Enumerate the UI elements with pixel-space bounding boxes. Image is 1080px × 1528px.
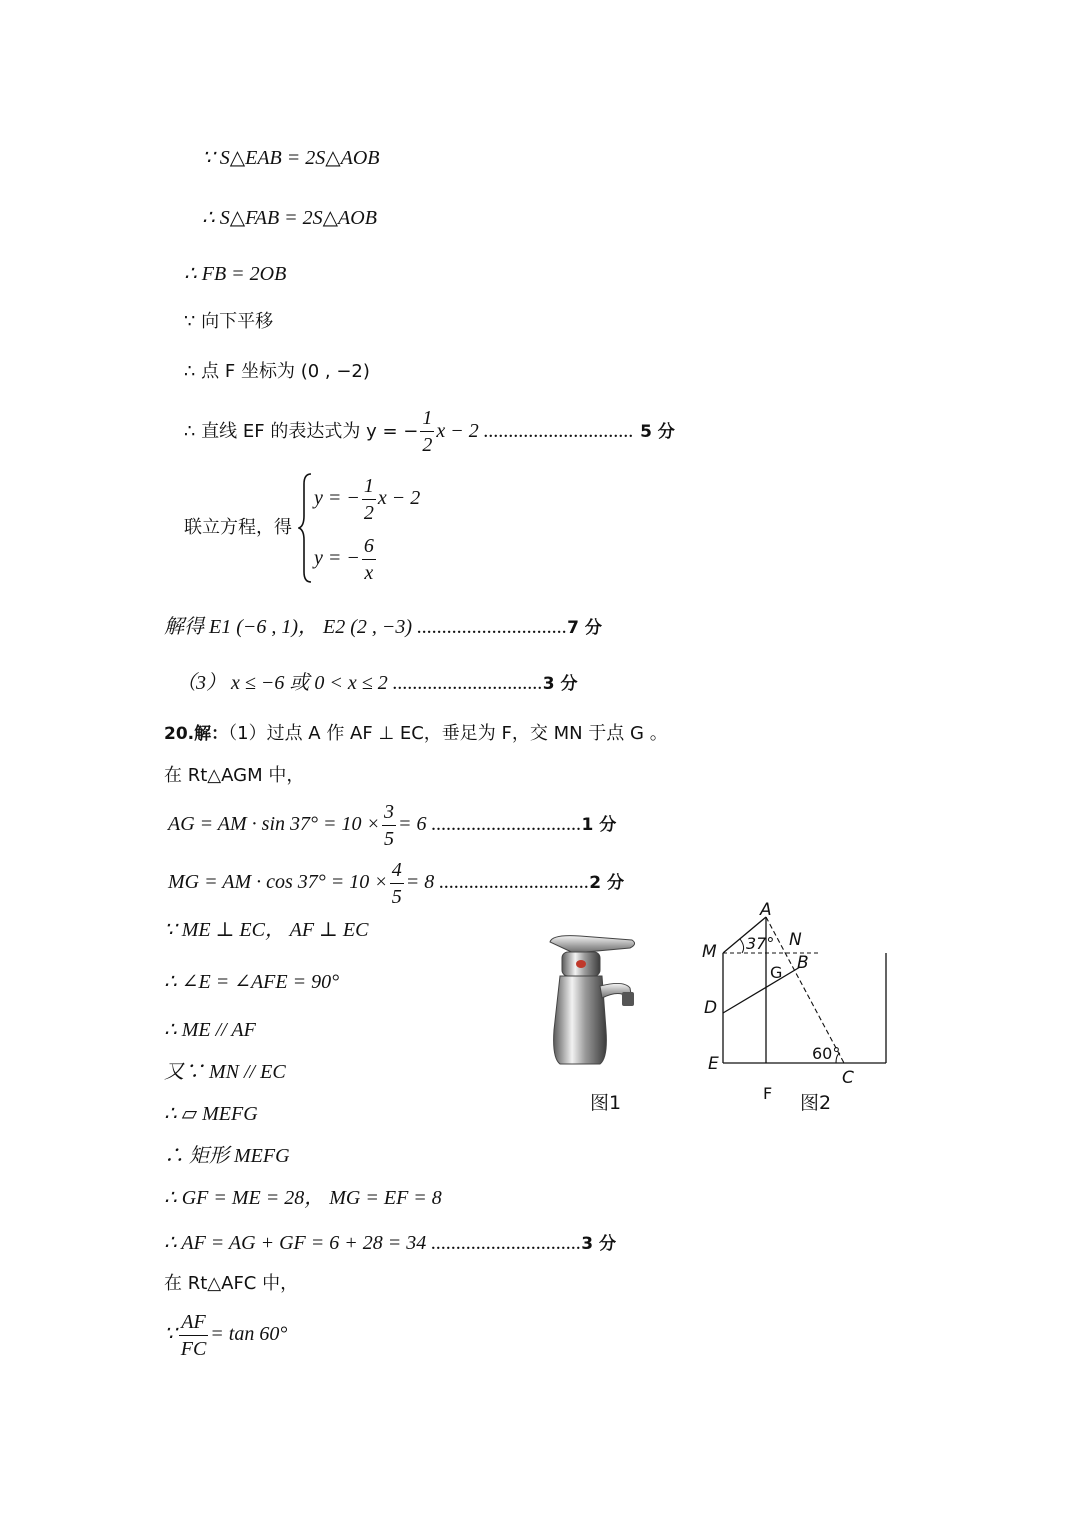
label-N: N xyxy=(789,930,802,950)
line-8 xyxy=(164,614,602,640)
line-13-prefix: MG = AM · cos 37° = 10 × xyxy=(168,871,388,893)
line-12-suffix: = 6 .............................. xyxy=(398,813,582,835)
line-6-prefix: ∴ 直线 EF 的表达式为 y = − xyxy=(184,421,419,442)
line-13-den: 5 xyxy=(391,885,402,908)
label-60: 60° xyxy=(812,1044,841,1063)
line-11: 在 Rt△AGM 中， xyxy=(164,765,305,786)
line-21-score: 3 分 xyxy=(581,1234,616,1254)
line-21 xyxy=(164,1230,616,1256)
line-7-label: 联立方程，得 xyxy=(184,517,292,538)
line-14: ∵ ME ⊥ EC， AF ⊥ EC xyxy=(164,919,369,941)
segment-AC xyxy=(766,917,844,1063)
label-A: A xyxy=(760,900,772,920)
line-23 xyxy=(164,1306,287,1362)
line-9-score: 3 分 xyxy=(542,674,578,694)
line-2: ∴ S△FAB = 2S△AOB xyxy=(202,207,377,229)
brace-icon xyxy=(298,472,314,584)
line-6-fraction xyxy=(420,405,434,458)
label-F: F xyxy=(763,1084,773,1103)
eq-2-den: x xyxy=(364,561,374,584)
label-E: E xyxy=(708,1054,719,1074)
line-15: ∴ ∠E = ∠AFE = 90° xyxy=(164,971,340,993)
line-6-score: 5 分 xyxy=(640,422,675,442)
eq-2-prefix: y = − xyxy=(314,547,360,569)
eq-1-num: 1 xyxy=(362,473,376,500)
line-1: ∵ S△EAB = 2S△AOB xyxy=(202,147,380,169)
system-eq-2 xyxy=(314,530,378,586)
eq-1-suffix: x − 2 xyxy=(377,487,421,509)
faucet-icon xyxy=(540,930,670,1070)
label-C: C xyxy=(842,1068,854,1088)
line-17: 又∵ MN // EC xyxy=(164,1061,286,1083)
system-eq-1 xyxy=(314,470,420,526)
segment-DB xyxy=(723,967,800,1013)
line-12-den: 5 xyxy=(384,827,395,850)
label-M: M xyxy=(702,942,717,962)
geometry-diagram xyxy=(690,895,900,1080)
label-G: G xyxy=(770,963,783,982)
line-18: ∴ ▱ MEFG xyxy=(164,1103,258,1125)
eq-1-prefix: y = − xyxy=(314,487,360,509)
line-23-suffix: = tan 60° xyxy=(210,1323,288,1345)
line-20: ∴ GF = ME = 28， MG = EF = 8 xyxy=(164,1187,442,1209)
line-12-prefix: AG = AM · sin 37° = 10 × xyxy=(168,813,381,835)
problem-20-label: 20.解： xyxy=(164,724,229,744)
line-13-num: 4 xyxy=(390,857,404,884)
line-13-suffix: = 8 .............................. xyxy=(405,871,590,893)
line-5: ∴ 点 F 坐标为 (0 , −2) xyxy=(184,361,370,382)
line-23-fraction xyxy=(179,1309,209,1362)
line-6-num: 1 xyxy=(420,405,434,432)
line-6-suffix: x − 2 .............................. xyxy=(436,420,634,442)
line-12-score: 1 分 xyxy=(581,815,617,835)
label-37: 37° xyxy=(746,934,775,953)
line-8-score: 7 分 xyxy=(567,618,602,638)
eq-1-den: 2 xyxy=(363,501,374,524)
line-23-prefix: ∵ xyxy=(164,1323,177,1345)
line-12-num: 3 xyxy=(382,799,396,826)
label-D: D xyxy=(704,998,718,1018)
eq-2-num: 6 xyxy=(362,533,376,560)
line-16: ∴ ME // AF xyxy=(164,1019,256,1041)
figure-1-caption: 图1 xyxy=(590,1092,622,1114)
angle-arc-37 xyxy=(740,939,744,953)
line-13-fraction xyxy=(390,857,404,910)
line-19: ∴ 矩形 MEFG xyxy=(164,1145,290,1167)
line-9 xyxy=(176,670,577,696)
line-10-text: （1）过点 A 作 AF ⊥ EC，垂足为 F，交 MN 于点 G 。 xyxy=(228,723,668,744)
line-13 xyxy=(168,854,624,911)
eq-2-fraction xyxy=(362,533,376,586)
line-4: ∵ 向下平移 xyxy=(184,311,274,332)
line-3: ∴ FB = 2OB xyxy=(184,263,287,285)
line-12 xyxy=(168,796,616,853)
line-9-text: （3） x ≤ −6 或 0 < x ≤ 2 .............................. xyxy=(176,672,543,694)
line-23-den: FC xyxy=(180,1337,207,1360)
line-10 xyxy=(164,720,668,746)
label-B: B xyxy=(797,953,809,973)
line-8-text: 解得 E1 (−6 , 1)， E2 (2 , −3) .............................. xyxy=(164,616,568,638)
eq-1-fraction xyxy=(362,473,376,526)
line-23-num: AF xyxy=(179,1309,209,1336)
line-12-fraction xyxy=(382,799,396,852)
line-6-den: 2 xyxy=(422,434,433,456)
line-13-score: 2 分 xyxy=(589,873,625,893)
line-21-text: ∴ AF = AG + GF = 6 + 28 = 34 .............................. xyxy=(164,1232,582,1254)
line-22: 在 Rt△AFC 中， xyxy=(164,1273,299,1294)
line-6 xyxy=(184,402,675,460)
figure-2-caption: 图2 xyxy=(800,1092,832,1114)
